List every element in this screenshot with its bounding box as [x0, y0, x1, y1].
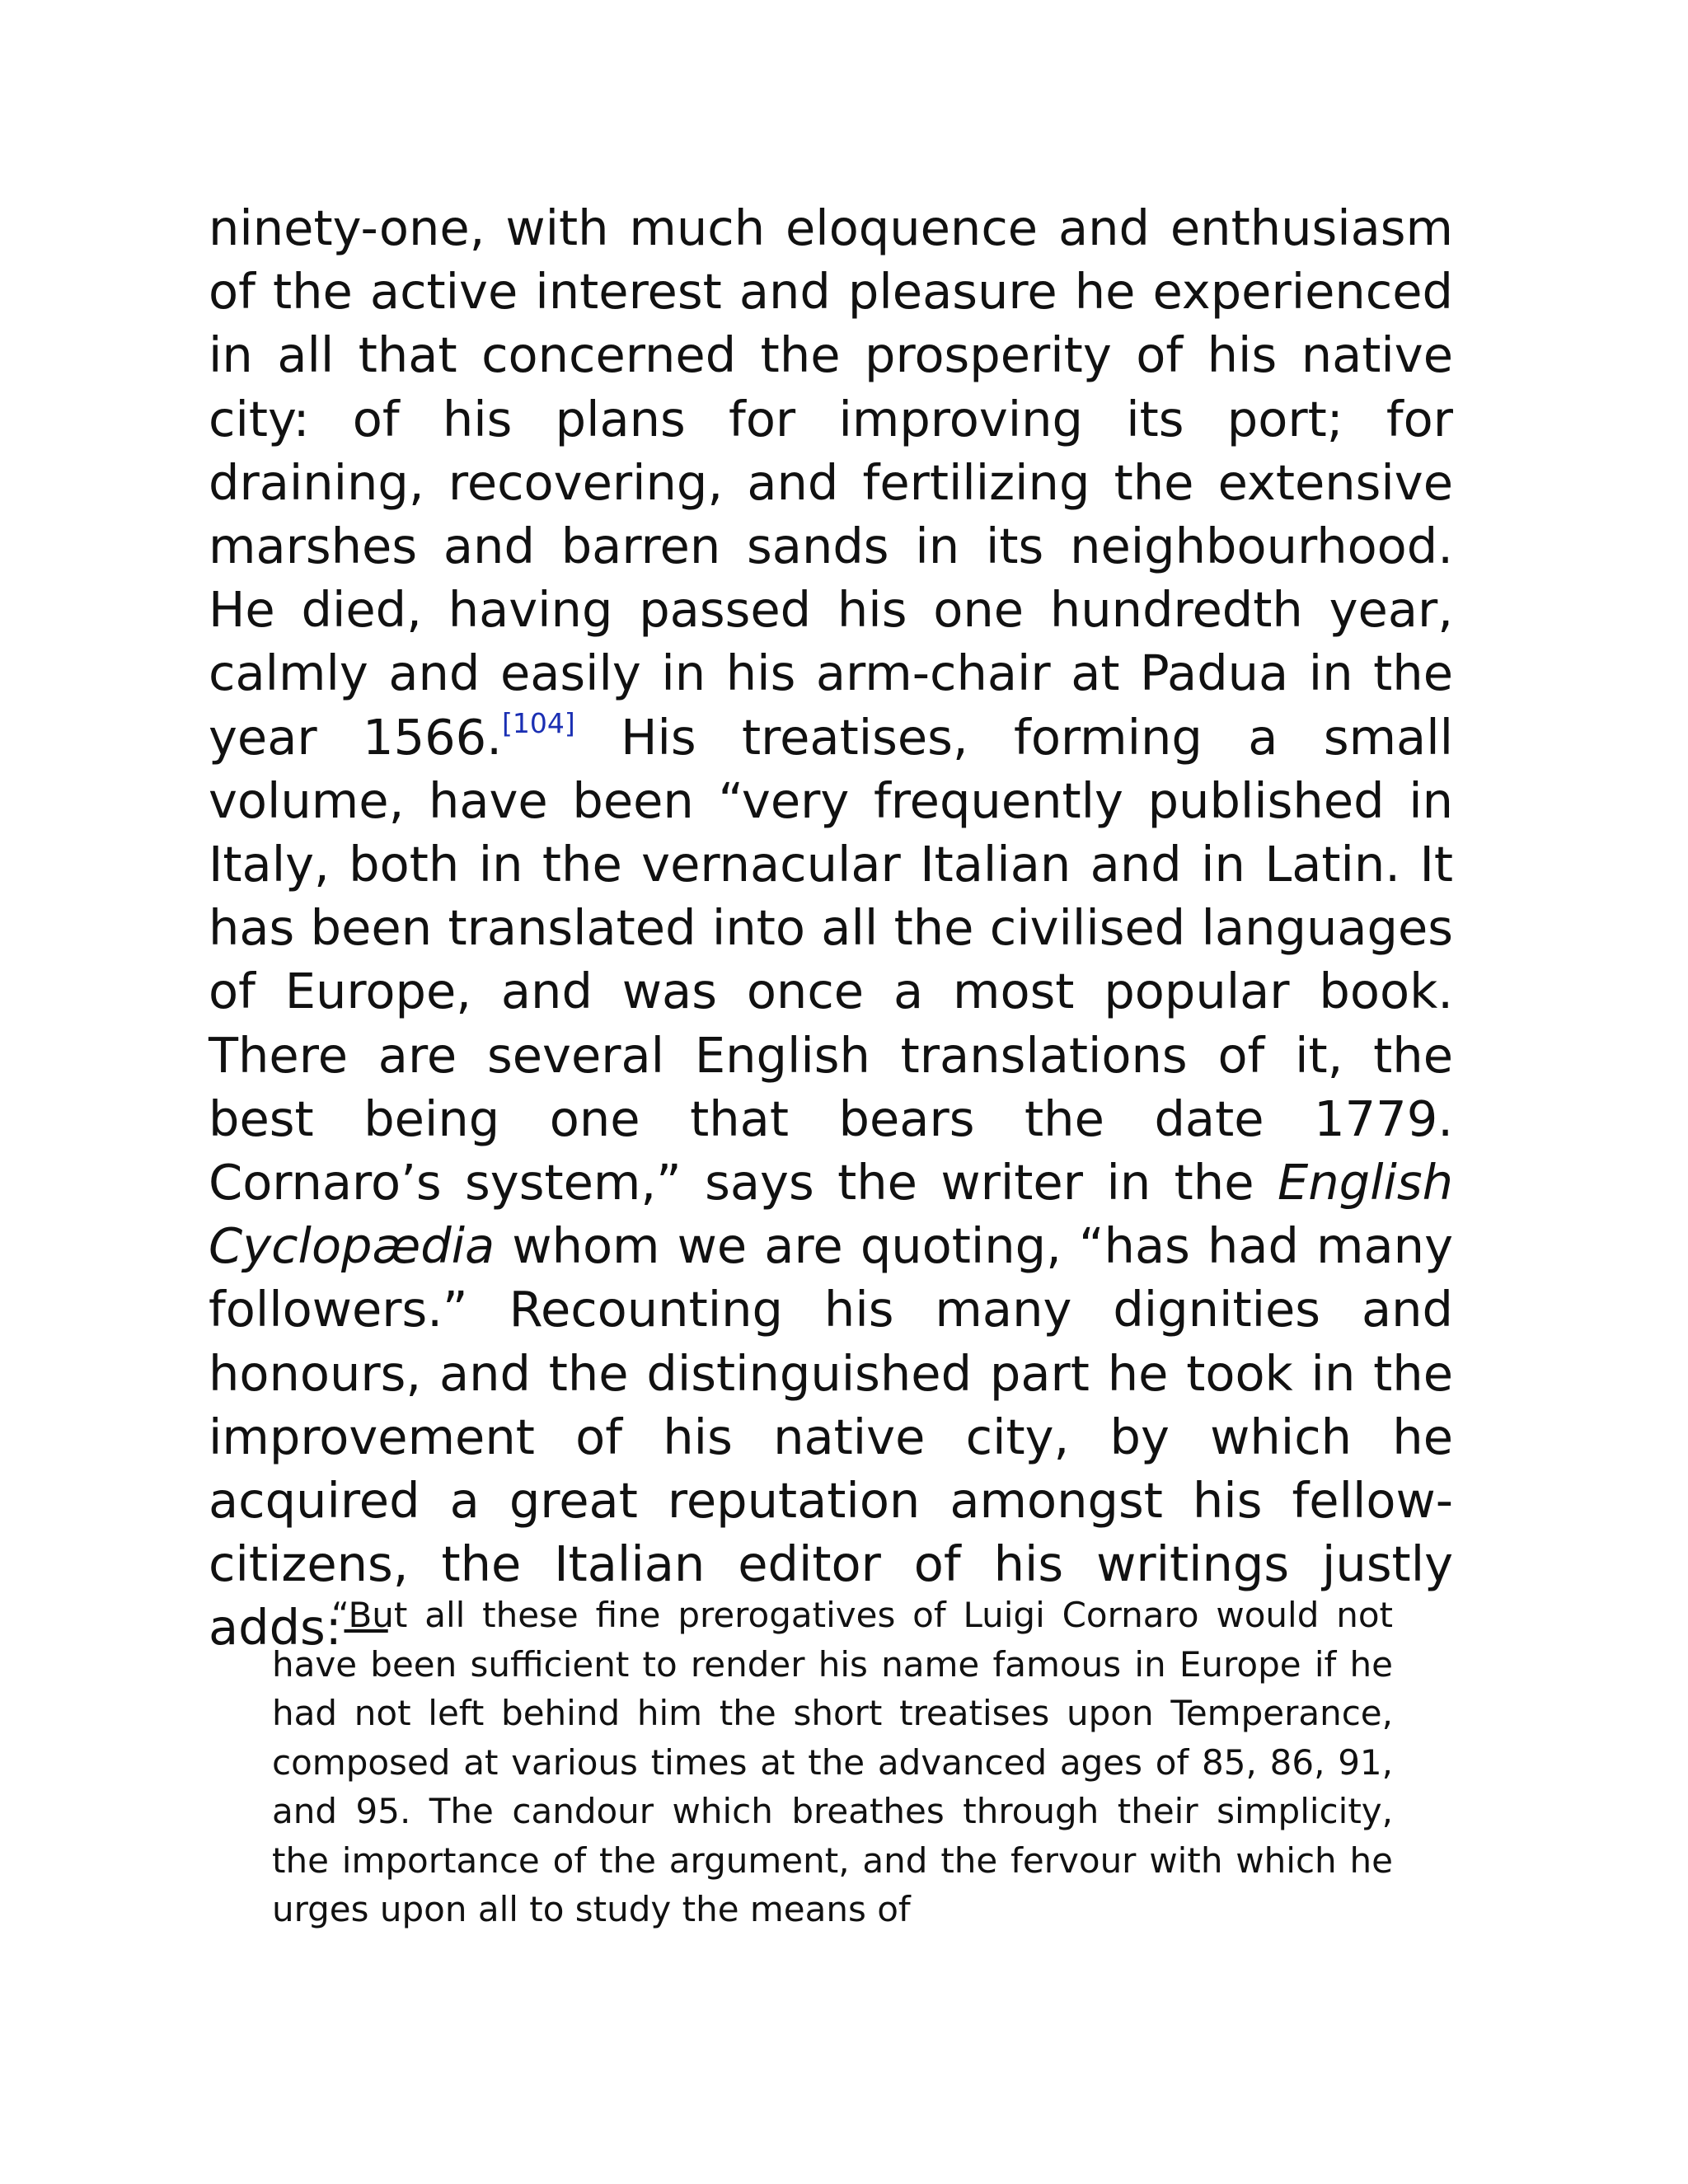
footnote-reference-link[interactable]: [104]: [501, 706, 575, 739]
block-quote: “But all these fine prerogatives of Luigi Cornaro would not have been sufficient to render his name famous in Europe if he had not left behind him the short treatises upon Temperance, composed at various times at the advanced ages of 85, 86, 91, and 95. The candour which breathes through their simplicity, the importance of the argument, and the fervour with which he urges upon all to study the means of: [272, 1595, 1393, 1929]
paragraph-text-part2: His treatises, forming a small volume, have been “very frequently published in Italy, both in the vernacular Italian and in Latin. It has been translated into all the civilised languages of Europe, and was once a most popular book. There are several English translations of it, the best being one that bears the date 1779. Cornaro’s system,” says the writer in the: [209, 708, 1453, 1212]
body-paragraph: [209, 196, 1453, 1660]
paragraph-text-part3: whom we are quoting, “has had many followers.” Recounting his many dignities and honours, and the distinguished part he took in the improvement of his native city, by which he acquired a great reputation amongst his fellow-citizens, the Italian editor of his writings justly adds:—: [209, 1217, 1453, 1657]
book-title-italic: English Cyclopædia: [209, 1154, 1453, 1275]
paragraph-text-part1: ninety-one, with much eloquence and enthusiasm of the active interest and pleasure he experienced in all that concerned the prosperity of his native city: of his plans for improving its port; for draining, recovering, and fertilizing the extensive marshes and barren sands in its neighbourhood. He died, having passed his one hundredth year, calmly and easily in his arm-chair at Padua in the year 1566.: [209, 199, 1453, 766]
